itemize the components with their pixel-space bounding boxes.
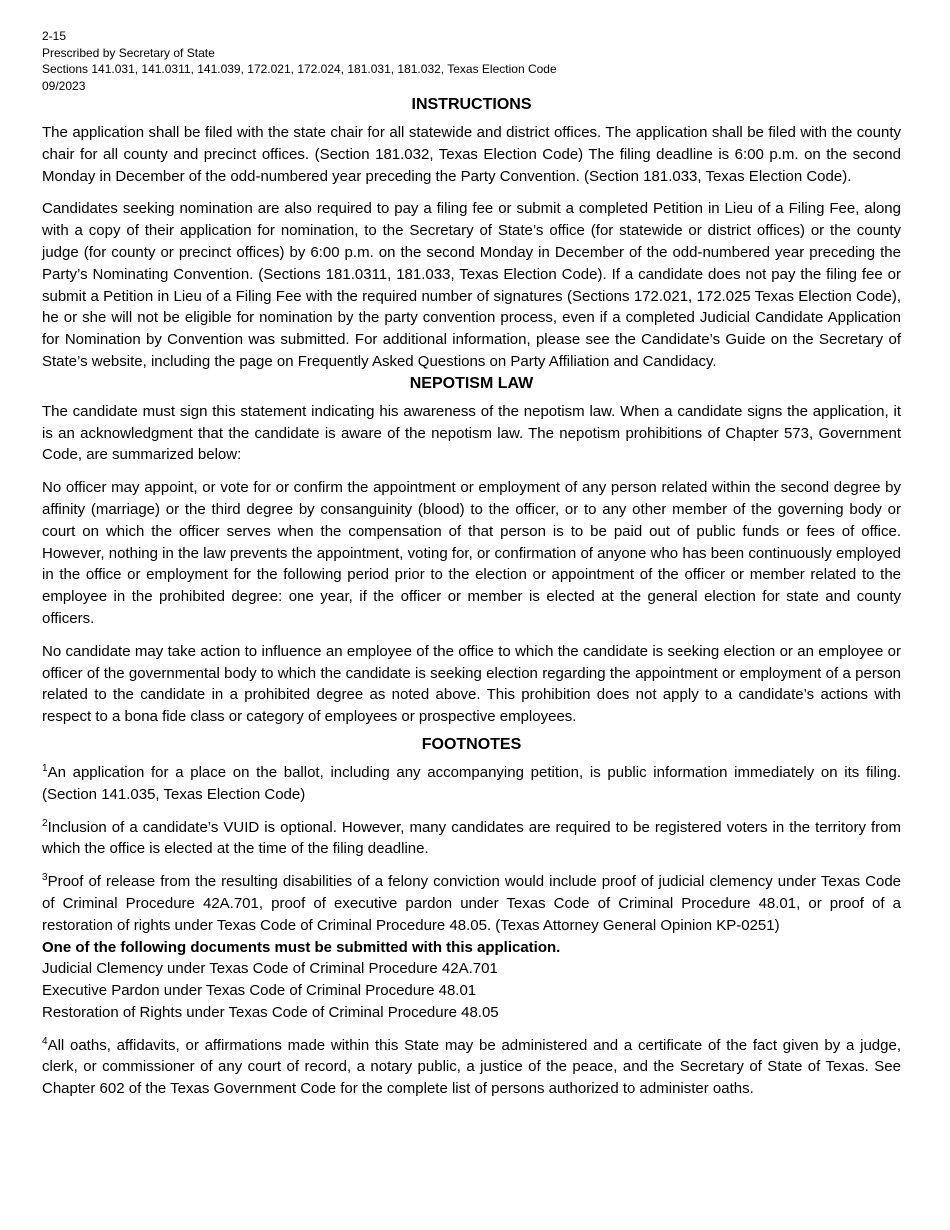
statute-sections: Sections 141.031, 141.0311, 141.039, 172.021, 172.024, 181.031, 181.032, Texas Election Code bbox=[42, 62, 557, 76]
footnote-1 bbox=[42, 762, 901, 806]
footnote-4-marker: 4 bbox=[42, 1035, 48, 1047]
nepotism-heading: NEPOTISM LAW bbox=[409, 374, 534, 392]
footnote-2-text: Inclusion of a candidate’s VUID is optional. However, many candidates are required to be registered voters in the territory from which the office is elected at the time of the filing deadline. bbox=[42, 818, 901, 858]
document-page bbox=[42, 28, 901, 1100]
nepotism-paragraph-3: No candidate may take action to influence an employee of the office to which the candidate is seeking election or an employee or officer of the governmental body to which the candidate is seeking election regarding the appointment or employment of a person related to the candidate in a prohibited degree as noted above. This prohibition does not apply to a candidate’s actions with respect to a bona fide class or category of employees or prospective employees. bbox=[42, 642, 901, 726]
documents-required-notice: One of the following documents must be submitted with this application. bbox=[42, 938, 561, 956]
footnotes-heading: FOOTNOTES bbox=[421, 735, 522, 753]
prescribed-by: Prescribed by Secretary of State bbox=[42, 45, 215, 60]
form-number: 2-15 bbox=[42, 29, 67, 43]
nepotism-paragraph-2: No officer may appoint, or vote for or confirm the appointment or employment of any person related within the second degree by affinity (marriage) or the third degree by consanguinity (blood) to the officer, or to any other member of the governing body or court on which the officer serves when the compensation of that person is to be paid out of public funds or fees of office. However, nothing in the law prevents the appointment, voting for, or confirmation of anyone who has been continuously employed in the office or employment for the following period prior to the election or appointment of the officer or member related to the employee in the prohibited degree: one year, if the officer or member is elected at the general election for state and county officers. bbox=[42, 479, 901, 627]
instructions-paragraph-2: Candidates seeking nomination are also required to pay a filing fee or submit a completed Petition in Lieu of a Filing Fee, along with a copy of their application for nomination, to the Secretary of State’s office (for statewide or district offices) or the county judge (for county or precinct offices) by 6:00 p.m. on the second Monday in December of the odd-numbered year preceding the Party’s Nominating Convention. (Sections 181.0311, 181.033, Texas Election Code). If a candidate does not pay the filing fee or submit a Petition in Lieu of a Filing Fee with the required number of signatures (Sections 172.021, 172.025 Texas Election Code), he or she will not be eligible for nomination by the party convention process, even if a completed Judicial Candidate Application for Nomination by Convention was submitted. For additional information, please see the Candidate’s Guide on the Secretary of State’s website, including the page on Frequently Asked Questions on Party Affiliation and Candidacy. bbox=[42, 200, 901, 370]
document-executive-pardon: Executive Pardon under Texas Code of Criminal Procedure 48.01 bbox=[42, 982, 477, 1000]
footnote-4-text: All oaths, affidavits, or affirmations made within this State may be administered and a certificate of the fact given by a judge, clerk, or commissioner of any court of record, a notary public, a justice of the peace, and the Secretary of State of Texas. See Chapter 602 of the Texas Government Code for the complete list of persons authorized to administer oaths. bbox=[42, 1036, 901, 1098]
footnote-2-marker: 2 bbox=[42, 817, 48, 829]
footnote-4 bbox=[42, 1035, 901, 1100]
footnote-1-marker: 1 bbox=[42, 762, 48, 774]
document-restoration-of-rights: Restoration of Rights under Texas Code of Criminal Procedure 48.05 bbox=[42, 1003, 499, 1021]
footnote-2 bbox=[42, 817, 901, 861]
footnote-3-marker: 3 bbox=[42, 872, 48, 884]
footnote-3 bbox=[42, 871, 901, 936]
form-header bbox=[42, 28, 901, 94]
document-judicial-clemency: Judicial Clemency under Texas Code of Criminal Procedure 42A.701 bbox=[42, 960, 498, 978]
nepotism-paragraph-1: The candidate must sign this statement indicating his awareness of the nepotism law. When a candidate signs the application, it is an acknowledgment that the candidate is aware of the nepotism law. The nepotism prohibitions of Chapter 573, Government Code, are summarized below: bbox=[42, 402, 901, 464]
instructions-heading: INSTRUCTIONS bbox=[411, 96, 532, 113]
revision-date: 09/2023 bbox=[42, 78, 86, 93]
instructions-paragraph-1: The application shall be filed with the state chair for all statewide and district offices. The application shall be filed with the county chair for all county and precinct offices. (Section 181.032, Texas Election Code) The filing deadline is 6:00 p.m. on the second Monday in December of the odd-numbered year preceding the Party Convention. (Section 181.033, Texas Election Code). bbox=[42, 124, 901, 185]
footnote-3-text: Proof of release from the resulting disabilities of a felony conviction would include proof of judicial clemency under Texas Code of Criminal Procedure 42A.701, proof of executive pardon under Texas Code of Criminal Procedure 48.01, or proof of a restoration of rights under Texas Code of Criminal Procedure 48.05. (Texas Attorney General Opinion KP-0251) bbox=[42, 873, 901, 934]
footnote-1-text: An application for a place on the ballot, including any accompanying petition, is public information immediately on its filing. (Section 141.035, Texas Election Code) bbox=[42, 763, 901, 803]
